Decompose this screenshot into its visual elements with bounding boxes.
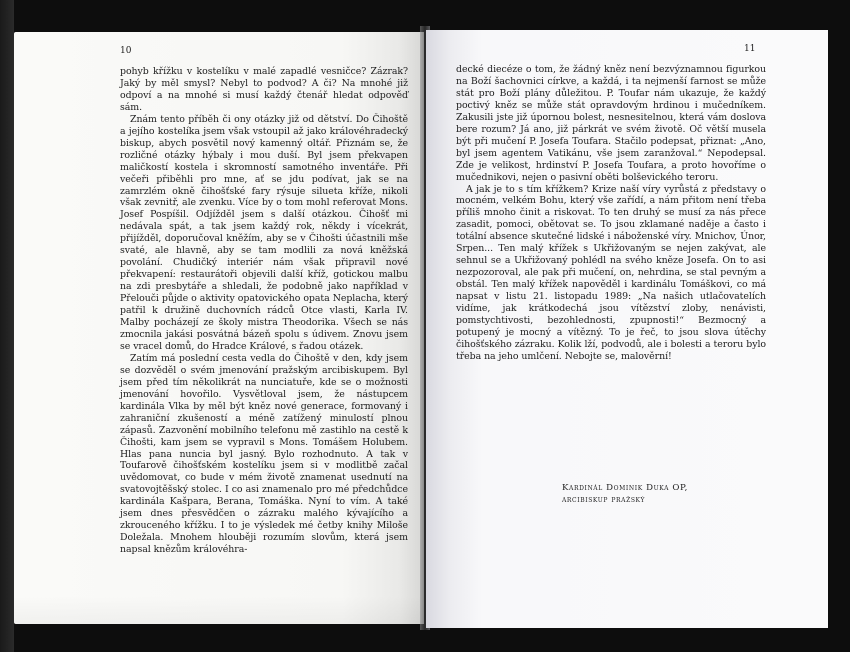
paragraph: Znám tento příběh či ony otázky již od dětství. Do Čihoště a jejího kostelíka jsem však vstoupil až jako královéhradecký biskup, abych posvětil nový kamenný oltář. Přiznám se, že rozličné otázky hýbaly i mou duší. Byl jsem překvapen maličkostí kostela i skromností samotného inventáře. Při večeři přiběhli pro mne, ať se jdu podívat, jak se na zamrzlém okně čihošťské fary rýsuje silueta kříže, nikoli však zevnitř, ale zvenku. Více by o tom mohl referovat Mons. Josef Pospíšil. Odjížděl jsem s další otázkou. Čihošť mi nedávala spát, a tak jsem každý rok, někdy i vícekrát, přijížděl, doporučoval kněžím, aby se v Čihošti účastnili mše svaté, ale hlavně, aby se tam modlili za nová kněžská povolání. Chudičký interiér nám však připravil nové překvapení: restaurátoři objevili další kříž, gotickou malbu na zdi presbytáře a shledali, že podobně jako například v Přelouči půjde o aktivity opatovického opata Neplacha, který patřil k družině duchovních rádců Otce vlasti, Karla IV. Malby pocházejí ze školy mistra Theodorika. Všech se nás zmocnila jakási posvátná bázeň spolu s údivem. Znovu jsem se vracel domů, do Hradce Králové, s řadou otázek. [120,113,408,352]
left-page [14,32,424,624]
paragraph: decké diecéze o tom, že žádný kněz není bezvýznamnou figurkou na Boží šachovnici církve, a každá, i ta nejmenší farnost se může stát pro Boží plány důležitou. P. Toufar nám ukazuje, že každý poctivý kněz se může stát opravdovým hrdinou i mučedníkem. Zakusili jste již úpornou bolest, nesnesitelnou, která vám doslova bere rozum? Já ano, již párkrát ve svém životě. Oč větší musela být při mučení P. Josefa Toufara. Stačilo podepsat, přiznat: „Ano, byl jsem agentem Vatikánu, vše jsem zaranžoval.“ Nepodepsal. Zde je velikost, hrdinství P. Josefa Toufara, a proto hovoříme o mučednikovi, nejen o pasivní oběti bolševického teroru. [456,64,766,183]
right-page [426,30,828,628]
background-edge [0,0,14,652]
signature-name: Kardinál Dominik Duka OP, [562,483,688,493]
paragraph: Zatím má poslední cesta vedla do Čihoště v den, kdy jsem se dozvěděl o svém jmenování pražským arcibiskupem. Byl jsem před tím několikrát na nunciatuře, kde se o možnosti jmenování hovořilo. Vysvětloval jsem, že nástupcem kardinála Vlka by měl být kněz nové generace, formovaný i zahraniční zkušeností a méně zatížený minulostí plnou zápasů. Zazvonění mobilního telefonu mě zastihlo na cestě k Čihošti, kam jsem se vypravil s Mons. Tomášem Holubem. Hlas pana nuncia byl jasný. Bylo rozhodnuto. A tak v Toufarově čihošťském kostelíku jsem si v modlitbě začal uvědomovat, co bude v mém životě znamenat usednutí na svatovojtěšský stolec. I co asi znamenalo pro mé předchůdce kardinála Kašpara, Berana, Tomáška. Nyní to vím. A také jsem dnes přesvědčen o zázraku malého kývajícího a zkrouceného křížku. I to je výsledek mé četby knihy Miloše Doležala. Mnohem hlouběji rozumím slovům, která jsem napsal knězům královéhra- [120,352,408,556]
left-page-text [120,66,408,556]
paragraph: A jak je to s tím křížkem? Krize naší víry vyrůstá z představy o mocném, velkém Bohu, který vše zařídí, a nám přitom není třeba příliš mnoho činit a riskovat. To ten druhý se musí za nás přece zasadit, pomoci, obětovat se. To jsou zklamané naděje a často i totální absence skutečné lidské i náboženské víry. Mnichov, Únor, Srpen... Ten malý křížek s Ukřižovaným se nejen zakývat, ale sehnul se a Ukřižovaný pohlédl na svého kněze Josefa. On to asi nezpozoroval, ale pak při mučení, on, nehrdina, se stal pevným a obstál. Ten malý křížek napověděl i kardinálu Tomáškovi, co má napsat v listu 21. listopadu 1989: „Na našich utlačovatelích vidíme, jak krátkodechá jsou vítězství zloby, nenávisti, pomstychtivosti, bezohlednosti, zpupnosti!“ Bezmocný a potupený je mocný a vítězný. To je řeč, to jsou slova útěchy čihošťského zázraku. Kolik lží, podvodů, ale i bolesti a teroru bylo třeba na jeho umlčení. Nebojte se, malověrní! [456,183,766,362]
page-shadow [14,596,424,624]
right-page-text [456,64,766,363]
paragraph: pohyb křížku v kostelíku v malé zapadlé vesničce? Zázrak? Jaký by měl smysl? Nebyl to podvod? A či? Na mnohé již odpoví a na mnohé si musí každý čtenář hledat odpověď sám. [120,66,408,113]
page-number-left: 10 [120,46,132,56]
signature-title: arcibiskup pražský [562,495,646,505]
signature [562,482,688,506]
page-number-right: 11 [744,44,756,54]
